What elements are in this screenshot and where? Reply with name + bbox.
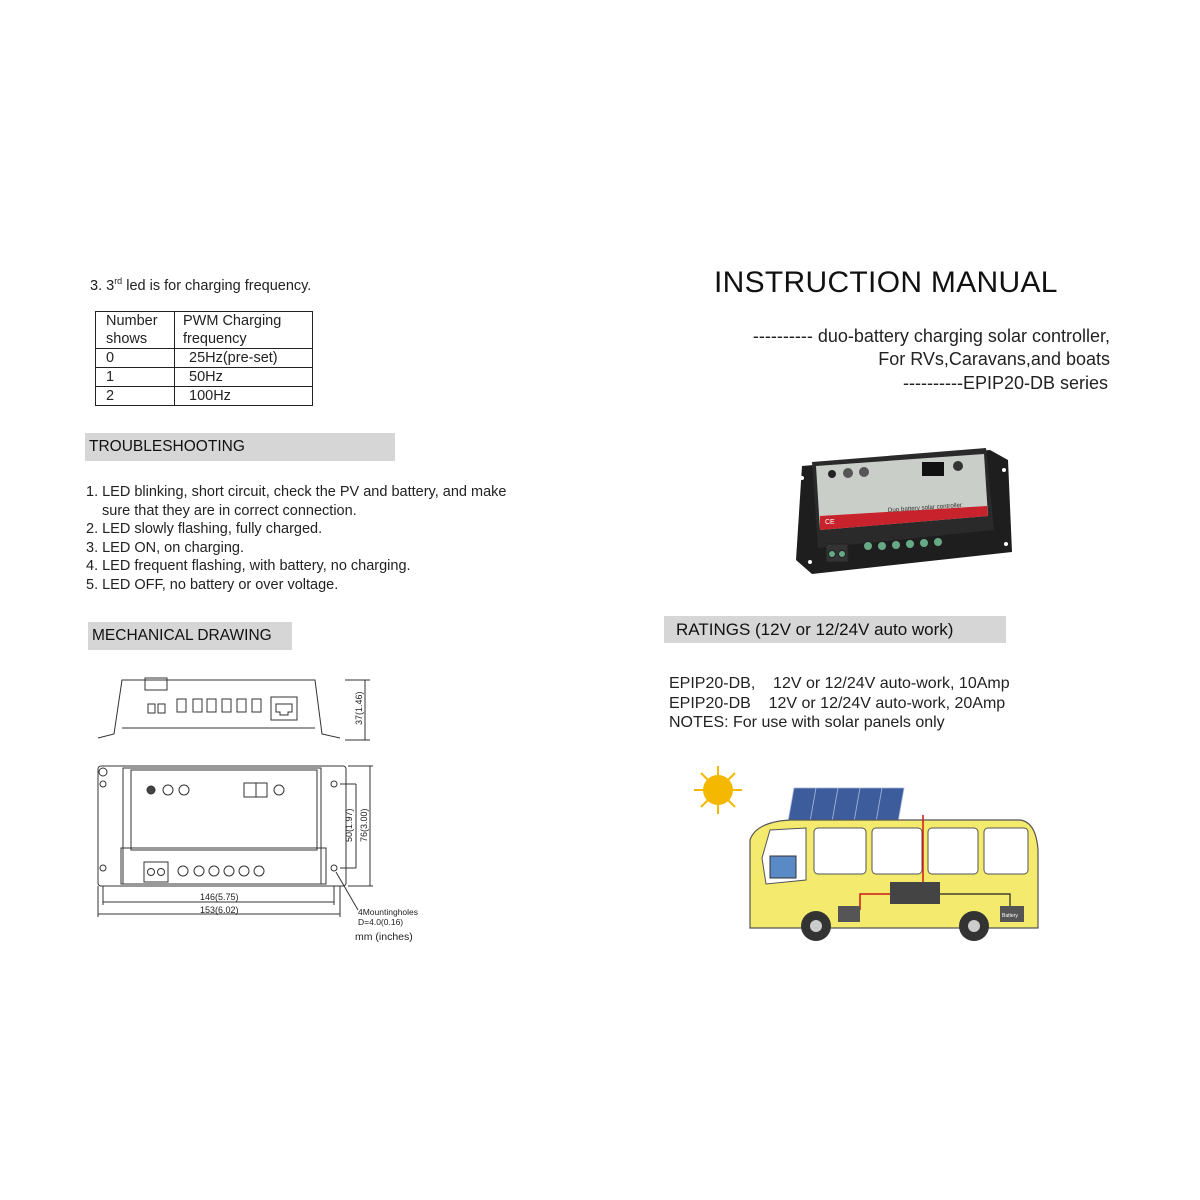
product-label: Duo battery solar controller [887, 501, 963, 514]
side-view-outline [98, 680, 340, 738]
mounting-holes-diameter: D=4.0(0.16) [358, 917, 404, 927]
subtitle-line: ---------- duo-battery charging solar controller, [752, 326, 1110, 346]
mechanical-drawing [90, 670, 440, 950]
rating-note: NOTES: For use with solar panels only [669, 714, 945, 731]
page-title: INSTRUCTION MANUAL [714, 266, 1058, 299]
subtitle-line: ----------EPIP20-DB series [903, 373, 1108, 393]
ratings-heading: RATINGS (12V or 12/24V auto work) [664, 616, 1006, 643]
table-row: 2 100Hz [96, 387, 313, 406]
battery-label: Battery [1002, 913, 1018, 919]
list-item: 3. LED ON, on charging. [86, 539, 244, 556]
dim-inner-width: 146(5.75) [200, 892, 239, 902]
mechanical-drawing-heading: MECHANICAL DRAWING [88, 622, 292, 650]
sun-icon [694, 766, 742, 814]
led-frequency-note: 3. 3rd led is for charging frequency. [90, 276, 312, 294]
list-item: sure that they are in correct connection. [102, 502, 357, 519]
list-item: 4. LED frequent flashing, with battery, no charging. [86, 558, 411, 575]
bus-installation-illustration [690, 760, 1050, 950]
dim-hole-spacing: 50(1.97) [344, 808, 354, 842]
list-item: 5. LED OFF, no battery or over voltage. [86, 576, 339, 593]
subtitle-line: For RVs,Caravans,and boats [878, 349, 1110, 369]
rating-line: EPIP20-DB, 12V or 12/24V auto-work, 10Amp [669, 675, 1010, 692]
troubleshooting-heading: TROUBLESHOOTING [85, 433, 395, 461]
rating-line: EPIP20-DB 12V or 12/24V auto-work, 20Amp [669, 694, 1006, 712]
table-header-row: Number shows PWM Charging frequency [96, 312, 313, 349]
svg-text:CE: CE [825, 519, 835, 526]
troubleshooting-list [86, 483, 506, 595]
list-item: 1. LED blinking, short circuit, check the PV and battery, and make [86, 484, 507, 500]
solar-panels [788, 788, 904, 822]
dim-depth: 76(3.00) [359, 808, 369, 842]
table-row: 0 25Hz(pre-set) [96, 349, 313, 368]
list-item: 2. LED slowly flashing, fully charged. [86, 521, 323, 538]
units-label: mm (inches) [355, 931, 413, 943]
side-view-terminals [148, 697, 297, 720]
dim-outer-width: 153(6.02) [200, 905, 239, 915]
dim-height: 37(1.46) [354, 691, 364, 725]
pwm-frequency-table [95, 311, 313, 406]
top-view-outline [98, 766, 346, 886]
mounting-holes-label: 4Mountingholes [358, 907, 419, 917]
ratings-list [669, 674, 1010, 733]
controller-photo [790, 440, 1015, 576]
table-row: 1 50Hz [96, 368, 313, 387]
